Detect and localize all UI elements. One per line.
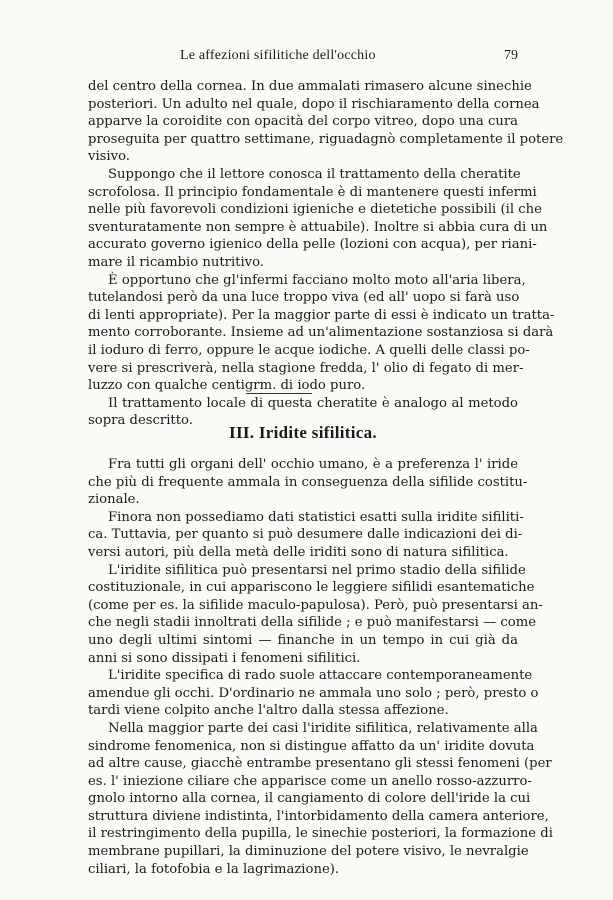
text-line: luzzo con qualche centigrm. di iodo puro. bbox=[88, 378, 366, 394]
text-line: L'iridite sifilitica può presentarsi nel primo stadio della sifilide bbox=[108, 562, 526, 578]
text-line: membrane pupillari, la diminuzione del potere visivo, le nevralgie bbox=[88, 844, 529, 860]
text-line: apparve la coroidite con opacità del corpo vitreo, dopo una cura bbox=[88, 114, 518, 130]
text-block-iritis bbox=[88, 456, 553, 878]
text-line: È opportuno che gl'infermi facciano molto moto all'aria libera, bbox=[108, 272, 526, 288]
text-line: mare il ricambio nutritivo. bbox=[88, 254, 265, 270]
text-line: vere si prescriverà, nella stagione fredda, l' olio di fegato di mer- bbox=[88, 360, 524, 376]
text-line: il ioduro di ferro, oppure le acque iodiche. A quelli delle classi po- bbox=[88, 342, 530, 358]
text-line: versi autori, più della metà delle iriditi sono di natura sifilitica. bbox=[88, 544, 509, 560]
text-line: (come per es. la sifilide maculo-papulosa). Però, può presentarsi an- bbox=[88, 597, 543, 613]
section-heading: III. Iridite sifilitica. bbox=[229, 423, 377, 442]
section-separator bbox=[246, 393, 312, 394]
text-line: amendue gli occhi. D'ordinario ne ammala uno solo ; però, presto o bbox=[88, 685, 539, 701]
page-number: 79 bbox=[504, 48, 518, 63]
text-line: struttura diviene indistinta, l'intorbidamento della camera anteriore, bbox=[88, 808, 549, 824]
text-line: accurato governo igienico della pelle (lozioni con acqua), per riani- bbox=[88, 237, 537, 253]
text-line: ciliari, la fotofobia e la lagrimazione). bbox=[88, 861, 340, 877]
text-line: ca. Tuttavia, per quanto si può desumere dalle indicazioni dei di- bbox=[88, 527, 523, 543]
text-line: di lenti appropriate). Per la maggior parte di essi è indicato un tratta- bbox=[88, 307, 555, 323]
running-header bbox=[88, 48, 518, 68]
text-line: es. l' iniezione ciliare che apparisce come un anello rosso-azzurro- bbox=[88, 773, 532, 789]
text-line: zionale. bbox=[88, 492, 140, 508]
text-line: Il trattamento locale di questa cheratite è analogo al metodo bbox=[108, 395, 518, 411]
text-line: che più di frequente ammala in conseguenza della sifilide costitu- bbox=[88, 474, 528, 490]
text-line: Finora non possediamo dati statistici esatti sulla iridite sifiliti- bbox=[108, 509, 524, 525]
running-title: Le affezioni sifilitiche dell'occhio bbox=[180, 48, 376, 63]
text-line: ad altre cause, giacchè entrambe presentano gli stessi fenomeni (per bbox=[88, 756, 552, 772]
text-line: che negli stadii innoltrati della sifilide ; e può manifestarsi — come bbox=[88, 615, 537, 631]
text-line: anni si sono dissipati i fenomeni sifilitici. bbox=[88, 650, 361, 666]
text-line: Suppongo che il lettore conosca il trattamento della cheratite bbox=[108, 166, 521, 182]
text-line: tardi viene colpito anche l'altro dalla stessa affezione. bbox=[88, 703, 449, 719]
text-line: uno degli ultimi sintomi — finanche in un tempo in cui già da bbox=[88, 632, 518, 648]
text-line: sindrome fenomenica, non si distingue affatto da un' iridite dovuta bbox=[88, 738, 535, 754]
text-line: il restringimento della pupilla, le sinechie posteriori, la formazione di bbox=[88, 826, 553, 842]
text-line: mento corroborante. Insieme ad un'alimentazione sostanziosa si darà bbox=[88, 325, 554, 341]
text-line: Nella maggior parte dei casi l'iridite sifilitica, relativamente alla bbox=[108, 720, 538, 736]
text-block-keratitis bbox=[88, 78, 564, 430]
text-line: posteriori. Un adulto nel quale, dopo il rischiaramento della cornea bbox=[88, 96, 540, 112]
text-line: del centro della cornea. In due ammalati rimasero alcune sinechie bbox=[88, 79, 532, 94]
text-line: visivo. bbox=[88, 149, 131, 165]
text-line: sventuratamente non sempre è attuabile). Inoltre si abbia cura di un bbox=[88, 219, 548, 235]
text-line: nelle più favorevoli condizioni igieniche e dietetiche possibili (il che bbox=[88, 202, 542, 218]
text-line: tutelandosi però da una luce troppo viva (ed all' uopo si farà uso bbox=[88, 290, 520, 306]
text-line: Fra tutti gli organi dell' occhio umano, è a preferenza l' iride bbox=[108, 457, 518, 472]
text-line: gnolo intorno alla cornea, il cangiamento di colore dell'iride la cui bbox=[88, 791, 531, 807]
text-line: L'iridite specifica di rado suole attaccare contemporaneamente bbox=[108, 668, 533, 684]
text-line: scrofolosa. Il principio fondamentale è di mantenere questi infermi bbox=[88, 184, 537, 200]
text-line: costituzionale, in cui appariscono le leggiere sifilidi esantematiche bbox=[88, 580, 535, 596]
text-line: sopra descritto. bbox=[88, 413, 193, 429]
text-line: proseguita per quattro settimane, riguadagnò completamente il potere bbox=[88, 131, 564, 147]
